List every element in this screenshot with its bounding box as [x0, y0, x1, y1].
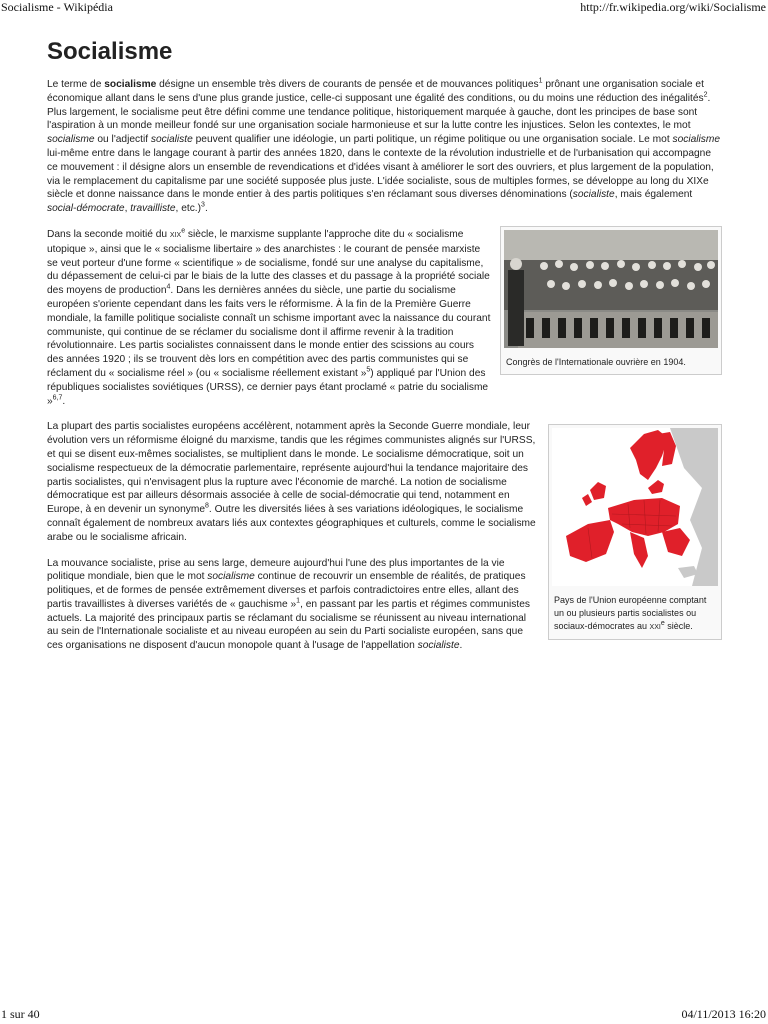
figure-eu-map [548, 424, 722, 640]
reference-link[interactable]: 1 [296, 597, 301, 605]
print-header [0, 0, 768, 16]
reference-link[interactable]: 4 [166, 283, 171, 291]
eu-map[interactable] [552, 428, 718, 586]
page-count: 1 sur 40 [1, 1007, 40, 1021]
figure-caption: Pays de l'Union européenne comptant un ou plusieurs partis socialistes ou sociaux-démocrates au XXIe siècle. [554, 595, 707, 632]
reference-link[interactable]: 8 [205, 502, 209, 510]
paragraph-social-democracy: La plupart des partis socialistes européens accélèrent, notamment après la Seconde Guerre mondiale, leur évolution vers un réformisme éloigné du marxisme, tandis que les régimes communistes alignés sur l'URSS, et qui se disent eux-mêmes socialistes, se multiplient dans le monde. Le socialisme démocratique, soit un socialisme respectueux de la démocratie parlementaire, représente aujourd'hui la tendance majoritaire des partis socialistes, qui n'envisagent plus la rupture avec l'économie de marché. La notion de socialisme démocratique est par ailleurs désormais associée à celle de social-démocratie qui tend, notamment en Europe, à en devenir un synonyme$^8$. Outre les diversités liées à ses variations idéologiques, le socialisme connaît également de nombreux avatars liés aux contextes géographiques et culturels, comme le socialisme arabe ou le socialisme africain. [47, 421, 536, 543]
figure-caption: Congrès de l'Internationale ouvrière en 1904. [506, 356, 686, 367]
paragraph-movement: La mouvance socialiste, prise au sens large, demeure aujourd'hui l'une des plus importantes de la vie politique mondiale, bien que le mot socialisme continue de recouvrir un ensemble de réalités, de pratiques politiques, et de formes de pensée extrêmement diverses et parfois contradictoires entre elles, allant des partis travaillistes à diverses variétés de « gauchisme »$^1$, en passant par les partis et régimes communistes actuels. La majorité des principaux partis se réclamant du socialisme se réunissent au niveau international au sein de l'Internationale socialiste et au niveau européen au sein du Parti socialiste européen, sans que ces organisations ne disposent d'aucun monopole quant à l'usage de l'appellation socialiste. [47, 557, 530, 652]
paragraph-intro: Le terme de socialisme désigne un ensemble très divers de courants de pensée et de mouvances politiques$^1$ prônant une organisation sociale et économique allant dans le sens d'une plus grande justice, celle-ci supposant une égalité des conditions, ou du moins une réduction des inégalités$^2$. Plus largement, le socialisme peut être défini comme une tendance politique, historiquement marquée à gauche, dont les principes de base sont l'aspiration à un monde meilleur fondé sur une organisation sociale harmonieuse et sur la lutte contre les injustices. Selon les contextes, le mot socialisme ou l'adjectif socialiste peuvent qualifier une idéologie, un parti politique, un régime politique ou une organisation sociale. Le mot socialisme lui-même entre dans le langage courant à partir des années 1820, dans le contexte de la révolution industrielle et de l'urbanisation qui accompagne ce mouvement : il désigne alors un ensemble de revendications et d'idées visant à améliorer le sort des ouvriers, et plus largement de la population, via le remplacement du capitalisme par une société supposée plus juste. L'idée socialiste, sous de multiples formes, se développe au long du XIXe siècle et donne naissance dans le monde entier à des partis politiques s'en réclamant sous diverses dénominations (socialiste, mais également social-démocrate, travailliste, etc.)$^3$. [47, 77, 721, 215]
reference-link[interactable]: 3 [201, 201, 205, 209]
congress-photo[interactable] [504, 230, 718, 348]
article-body [47, 78, 722, 665]
print-header-url[interactable]: http://fr.wikipedia.org/wiki/Socialisme [580, 0, 766, 14]
paragraph-marxism: Dans la seconde moitié du XIXe siècle, le marxisme supplante l'approche dite du « socialisme utopique », ainsi que le « socialisme libertaire » des anarchistes : le courant de pensée marxiste se veut porteur d'une forme « scientifique » de socialisme, fondé sur une analyse du capitalisme, du dépassement de celui-ci par le biais de la lutte des classes et du passage à la propriété sociale des moyens de production$^4$. Dans les dernières années du siècle, une partie du socialisme européen s'oriente cependant dans les faits vers le réformisme. À la fin de la Première Guerre mondiale, la famille politique socialiste connaît un schisme important avec la naissance du courant communiste, qui continue de se réclamer du socialisme dont il affirme revenir à la tradition révolutionnaire. Les partis socialistes connaissent dans le monde entier des scissions au cours des années 1920 ; ils se trouvent dès lors en compétition avec des partis communistes qui se réclament du « socialisme réel » (ou « socialisme réellement existant »$^5$) appliqué par l'Union des républiques socialistes soviétiques (URSS), ce dernier pays étant proclamé « patrie du socialisme »$^{6,7}$. [47, 227, 491, 407]
figure-congress-1904 [500, 226, 722, 375]
page-title: Socialisme [47, 38, 173, 65]
reference-link[interactable]: 1 [538, 77, 543, 85]
reference-link[interactable]: 2 [703, 91, 708, 99]
reference-link[interactable]: 5 [366, 366, 371, 374]
reference-link[interactable]: 6,7 [52, 394, 63, 402]
print-datetime: 04/11/2013 16:20 [681, 1007, 766, 1021]
print-footer [0, 1006, 768, 1024]
print-header-title: Socialisme - Wikipédia [1, 0, 113, 14]
